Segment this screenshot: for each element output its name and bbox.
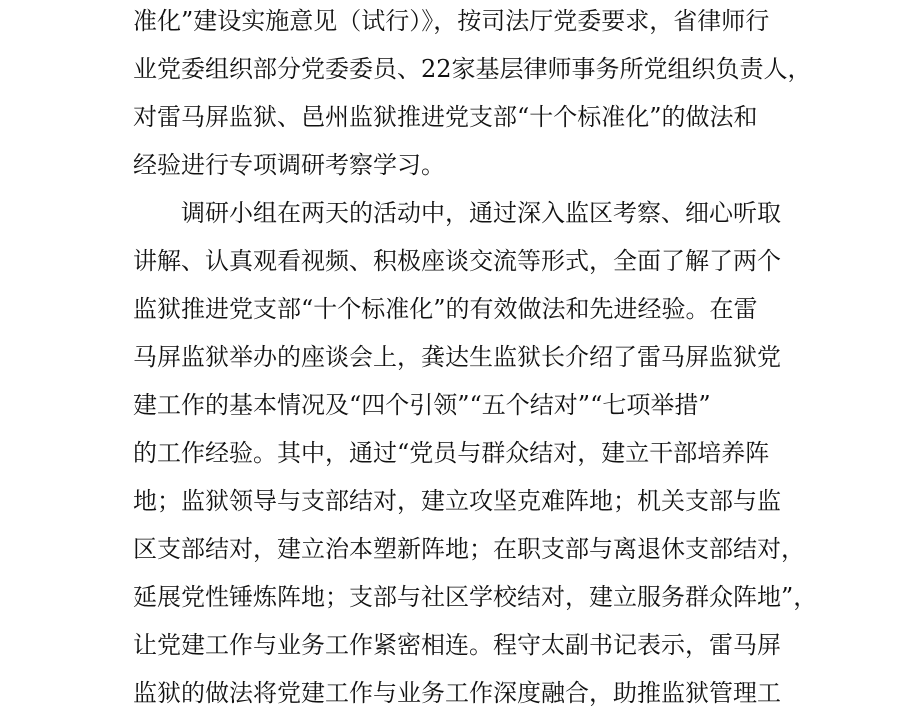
paragraph-first-line: 调研小组在两天的活动中，通过深入监区考察、细心听取 [181,199,781,227]
text-line: 准化”建设实施意见（试行）》，按司法厅党委要求，省律师行 [133,7,770,35]
text-line: 的工作经验。其中，通过“党员与群众结对，建立干部培养阵 [133,439,770,467]
text-line: 建工作的基本情况及“四个引领”“五个结对”“七项举措” [133,391,711,419]
text-line: 监狱推进党支部“十个标准化”的有效做法和先进经验。在雷 [133,295,758,323]
text-line: 经验进行专项调研考察学习。 [133,151,445,179]
text-line: 监狱的做法将党建工作与业务工作深度融合，助推监狱管理工 [133,679,781,707]
text-line: 让党建工作与业务工作紧密相连。程守太副书记表示，雷马屏 [133,631,781,659]
text-line: 对雷马屏监狱、邑州监狱推进党支部“十个标准化”的做法和 [133,103,758,131]
text-line: 地；监狱领导与支部结对，建立攻坚克难阵地；机关支部与监 [133,487,781,515]
text-line: 业党委组织部分党委委员、22家基层律师事务所党组织负责人， [133,55,812,83]
text-line: 延展党性锤炼阵地；支部与社区学校结对，建立服务群众阵地”， [133,583,818,611]
text-line: 区支部结对，建立治本塑新阵地；在职支部与离退休支部结对， [133,535,805,563]
text-line: 马屏监狱举办的座谈会上，龚达生监狱长介绍了雷马屏监狱党 [133,343,781,371]
text-line: 讲解、认真观看视频、积极座谈交流等形式，全面了解了两个 [133,247,781,275]
